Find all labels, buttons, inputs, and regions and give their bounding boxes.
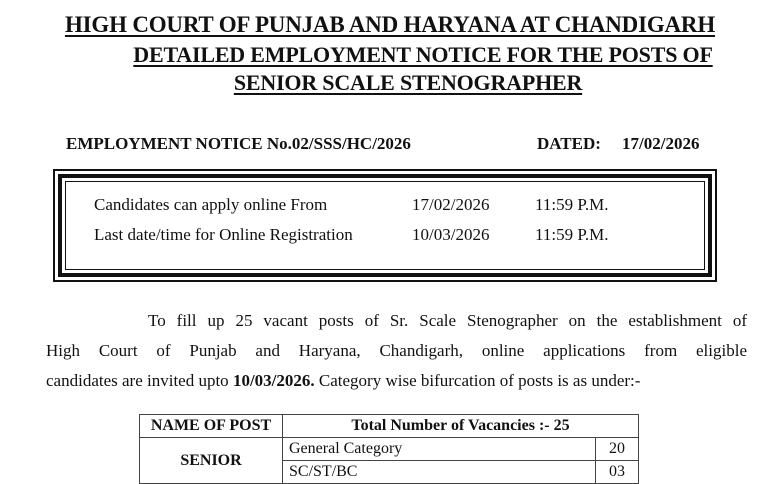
paragraph-line: To fill up 25 vacant posts of Sr. Scale Stenographer on the establishment of [148,311,747,330]
schedule-label: Last date/time for Online Registration [94,225,353,244]
dated-value: 17/02/2026 [622,134,700,153]
category-cell: General Category [283,438,596,461]
header-total-vacancies: Total Number of Vacancies :- 25 [283,415,639,438]
paragraph-line: candidates are invited upto 10/03/2026. Category wise bifurcation of posts is as under:- [46,371,641,390]
schedule-date: 17/02/2026 [412,195,490,214]
intro-paragraph [46,306,747,396]
post-title: SENIOR SCALE STENOGRAPHER [233,70,583,95]
last-date-bold: 10/03/2026. [232,371,315,390]
category-cell: SC/ST/BC [283,461,596,484]
notice-title: DETAILED EMPLOYMENT NOTICE FOR THE POSTS OF [133,42,713,67]
paragraph-line: High Court of Punjab and Haryana, Chandigarh, online applications from eligible [46,341,747,360]
header-name-of-post: NAME OF POST [140,415,283,438]
count-cell: 20 [596,438,639,461]
court-title: HIGH COURT OF PUNJAB AND HARYANA AT CHANDIGARH [64,12,716,37]
count-cell: 03 [596,461,639,484]
dated-label: DATED: [537,134,601,153]
schedule-time: 11:59 P.M. [535,195,609,214]
vacancy-table [139,414,639,484]
schedule-date: 10/03/2026 [412,225,490,244]
notice-number: EMPLOYMENT NOTICE No.02/SSS/HC/2026 [66,134,411,153]
post-name-cell: SENIOR [140,438,283,484]
table-header-row [140,415,639,438]
schedule-label: Candidates can apply online From [94,195,328,214]
table-row [140,438,639,461]
schedule-time: 11:59 P.M. [535,225,609,244]
